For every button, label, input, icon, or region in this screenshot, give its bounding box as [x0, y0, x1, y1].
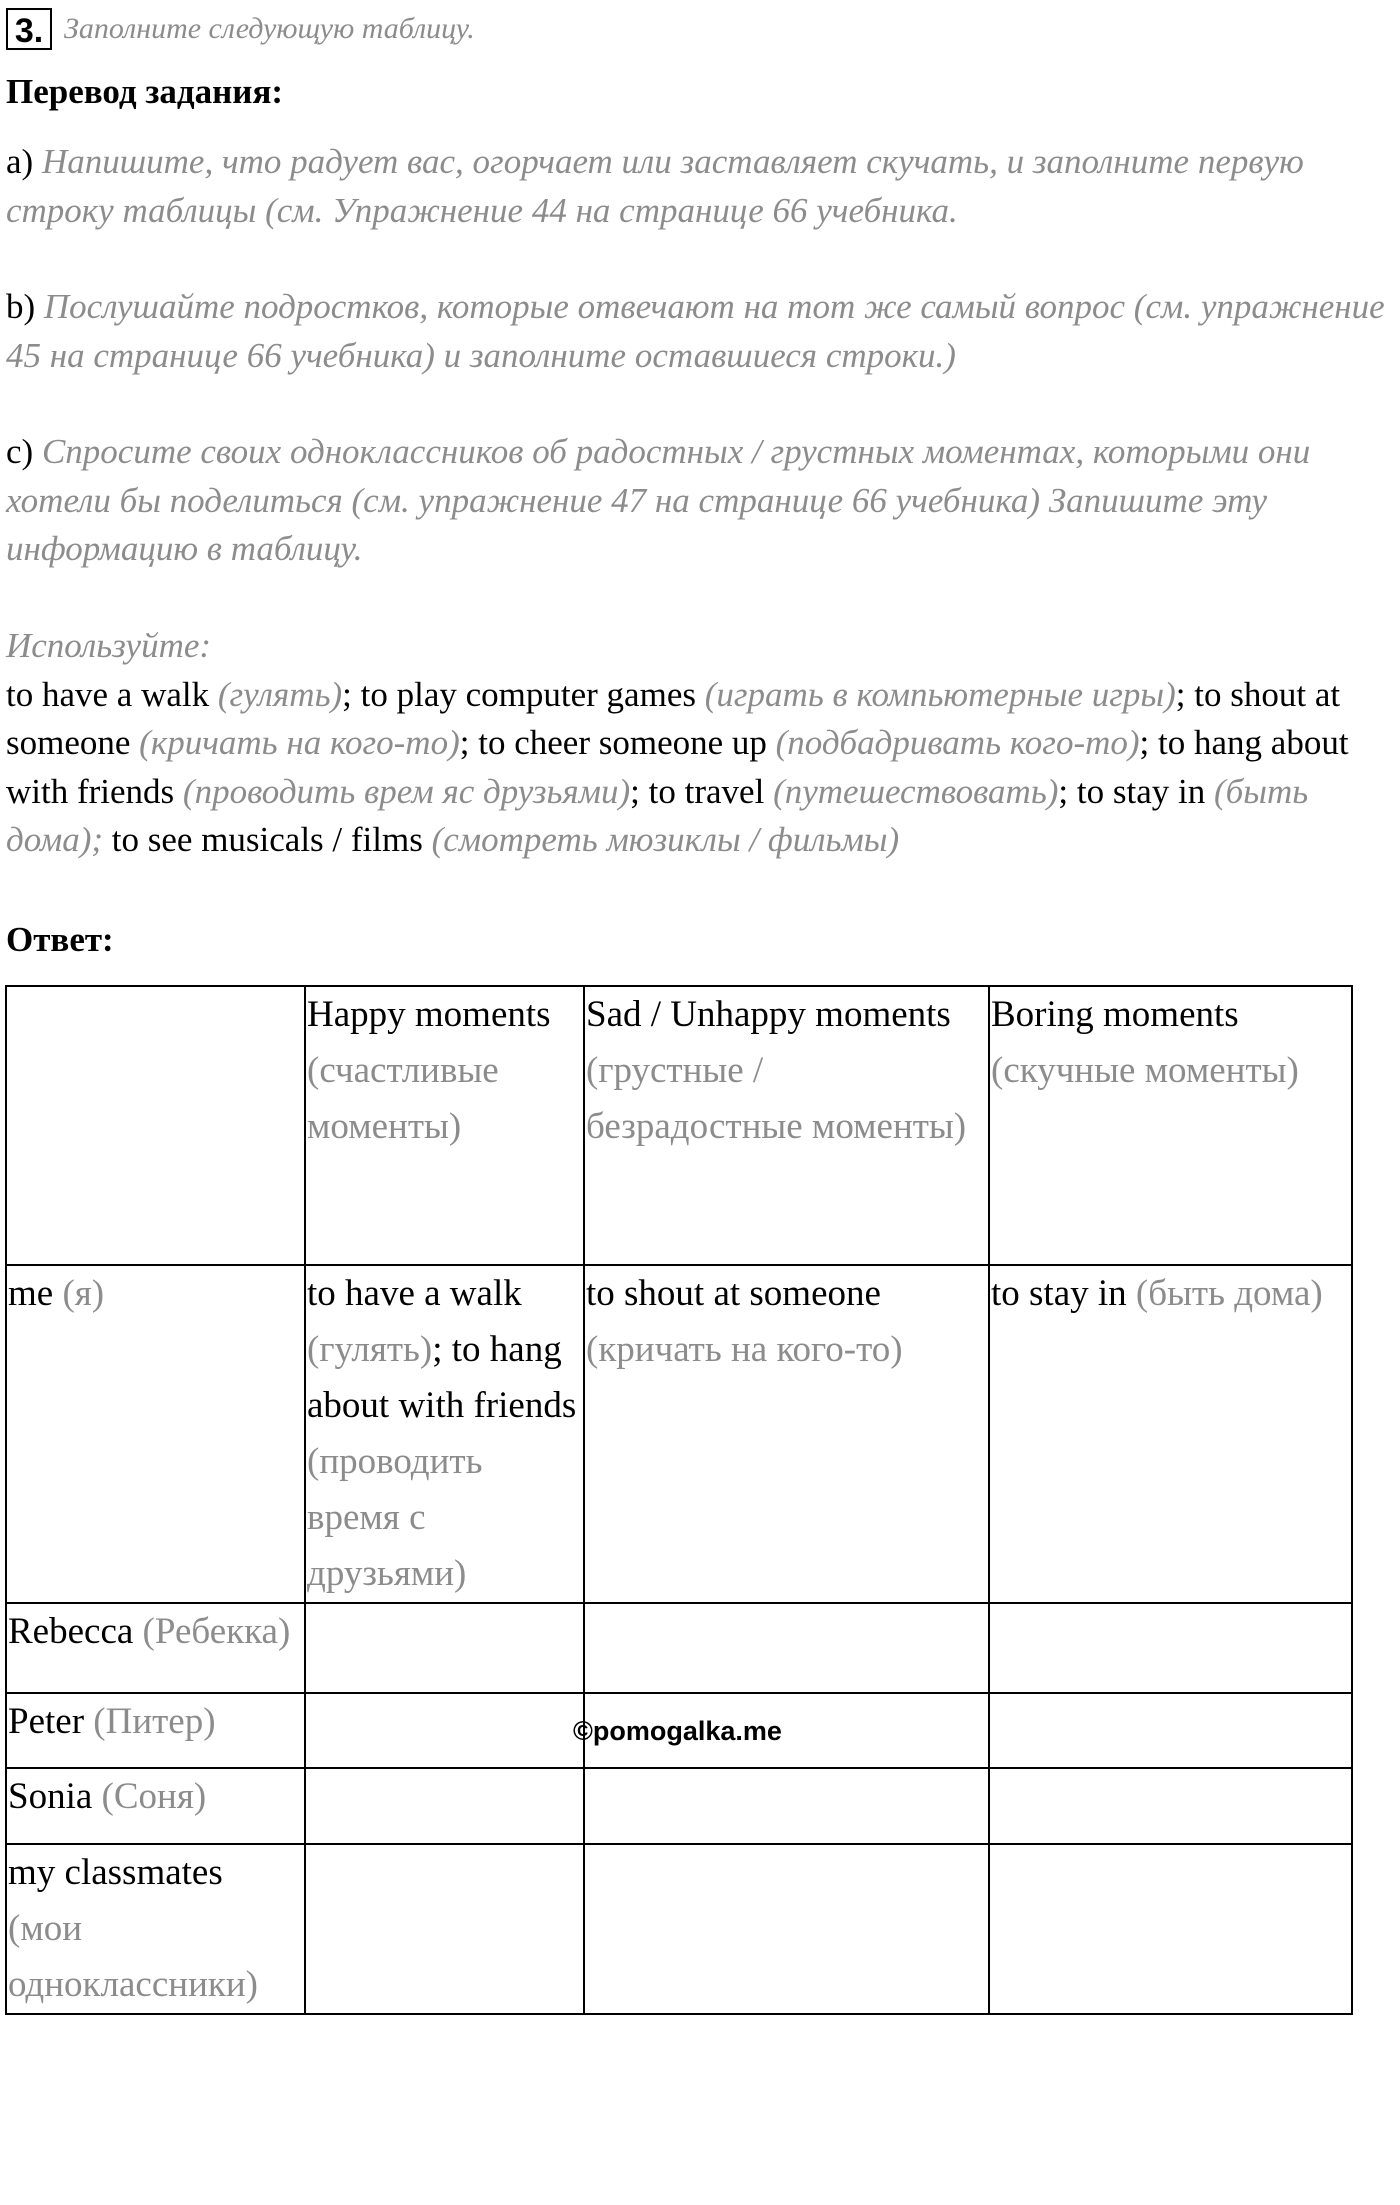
header-ru: (грустные / безрадостные моменты) [586, 1050, 967, 1147]
table-row [6, 1768, 1352, 1844]
answer-cell [305, 1844, 584, 2014]
translation-item-a [6, 138, 1394, 235]
phrase-en: to play computer games [360, 674, 696, 714]
header-cell [305, 986, 584, 1265]
answer-cell [989, 1603, 1352, 1693]
person-name-ru: (Питер) [93, 1701, 216, 1742]
header-en: Happy moments [307, 994, 551, 1035]
answer-cell [584, 1265, 989, 1603]
header-ru: (счастливые моменты) [307, 1050, 499, 1147]
header-en: Boring moments [991, 994, 1239, 1035]
phrase-en: to shout at someone [6, 674, 1341, 762]
person-name-ru: (Ребекка) [142, 1611, 291, 1652]
person-cell [6, 1844, 305, 2014]
item-text: Напишите, что радует вас, огорчает или заставляет скучать, и заполните первую строку таблицы (см. Упражнение 44 на странице 66 учебника. [6, 142, 1304, 230]
person-name: Rebecca [8, 1611, 134, 1652]
phrase-item: to shout at someone (кричать на кого-то); [6, 674, 1341, 762]
phrase-ru: (смотреть мюзиклы / фильмы) [431, 820, 900, 859]
table-header-row [6, 986, 1352, 1265]
person-name-ru: (мои одноклассники) [8, 1908, 258, 2005]
phrase-ru: (путешествовать) [773, 771, 1059, 811]
header-cell [989, 986, 1352, 1265]
item-text: Спросите своих одноклассников об радостных / грустных моментах, которыми они хотели бы поделиться (см. упражнение 47 на странице 66 учебника) Запишите эту информацию в таблицу. [6, 432, 1311, 568]
header-ru: (скучные моменты) [991, 1050, 1299, 1091]
person-cell [6, 1768, 305, 1844]
item-marker: a) [6, 142, 34, 181]
phrase-en: to stay in [1076, 771, 1206, 811]
answer-cell [305, 1768, 584, 1844]
answer-cell [584, 1844, 989, 2014]
phrase-ru: (быть дома); [6, 771, 1309, 859]
cell-text-ru: (проводить время с друзьями) [307, 1441, 483, 1594]
person-cell [6, 1693, 305, 1768]
phrase-item: to hang about with friends (проводить врем яс друзьями); [6, 723, 1349, 811]
answer-table [5, 985, 1353, 2015]
person-name: Peter [8, 1701, 85, 1742]
cell-text-en: ; to hang about with friends [307, 1329, 577, 1426]
header-cell [584, 986, 989, 1265]
translation-heading: Перевод задания: [6, 72, 284, 111]
phrase-ru: (играть в компьютерные игры) [704, 674, 1176, 714]
watermark: ©pomogalka.me [573, 1716, 782, 1746]
use-block [6, 622, 1394, 865]
item-text: Послушайте подростков, которые отвечают на тот же самый вопрос (см. упражнение 45 на странице 66 учебника) и заполните оставшиеся строки.) [6, 287, 1385, 375]
person-name: my classmates [8, 1852, 223, 1893]
item-marker: b) [6, 287, 36, 326]
answer-cell [584, 1603, 989, 1693]
phrase-ru: (кричать на кого-то) [139, 723, 460, 762]
phrase-item: to play computer games (играть в компьютерные игры); [360, 674, 1195, 714]
phrase-en: to travel [648, 771, 765, 811]
answer-cell [989, 1768, 1352, 1844]
phrase-en: to hang about with friends [6, 723, 1349, 811]
phrase-item [112, 820, 899, 859]
phrase-en: to cheer someone up [478, 723, 767, 762]
cell-text-en: to shout at someone [586, 1273, 881, 1314]
cell-text-ru: (гулять) [307, 1329, 433, 1370]
phrase-en: to have a walk [6, 674, 210, 714]
answer-cell [989, 1844, 1352, 2014]
task-number-box: 3. [6, 8, 52, 50]
person-cell [6, 1603, 305, 1693]
answer-cell [305, 1603, 584, 1693]
answer-cell [305, 1265, 584, 1603]
person-name-ru: (Соня) [101, 1776, 207, 1817]
cell-text-en: to have a walk [307, 1273, 522, 1314]
header-en: Sad / Unhappy moments [586, 994, 951, 1035]
phrase-item: to have a walk (гулять); [6, 674, 361, 714]
phrase-en: to see musicals / films [111, 820, 423, 859]
cell-text-en: to stay in [991, 1273, 1136, 1314]
person-cell [6, 1265, 305, 1603]
answer-heading: Ответ: [6, 920, 114, 959]
answer-cell [989, 1265, 1352, 1603]
use-label: Используйте: [6, 626, 212, 665]
cell-text-ru: (кричать на кого-то) [586, 1329, 903, 1370]
translation-item-c [6, 428, 1394, 574]
answer-cell [584, 1768, 989, 1844]
phrase-ru: (подбадривать кого-то) [775, 723, 1140, 762]
table-row [6, 1844, 1352, 2014]
header-cell [6, 986, 305, 1265]
phrase-ru: (проводить врем яс друзьями) [182, 771, 631, 811]
answer-cell [305, 1693, 584, 1768]
item-marker: c) [6, 432, 34, 471]
task-header [6, 4, 475, 54]
phrase-item: to travel (путешествовать); [648, 771, 1077, 811]
answer-cell [989, 1693, 1352, 1768]
person-name-ru: (я) [62, 1273, 105, 1314]
task-instruction: Заполните следующую таблицу. [64, 12, 475, 45]
phrase-ru: (гулять) [217, 674, 343, 714]
person-name: Sonia [8, 1776, 93, 1817]
person-name: me [8, 1273, 54, 1314]
cell-text-ru: (быть дома) [1135, 1273, 1323, 1314]
table-row [6, 1265, 1352, 1603]
phrase-item: to cheer someone up (подбадривать кого-то); [478, 723, 1159, 762]
translation-item-b [6, 283, 1394, 380]
table-row [6, 1603, 1352, 1693]
phrase-list [6, 671, 1394, 865]
